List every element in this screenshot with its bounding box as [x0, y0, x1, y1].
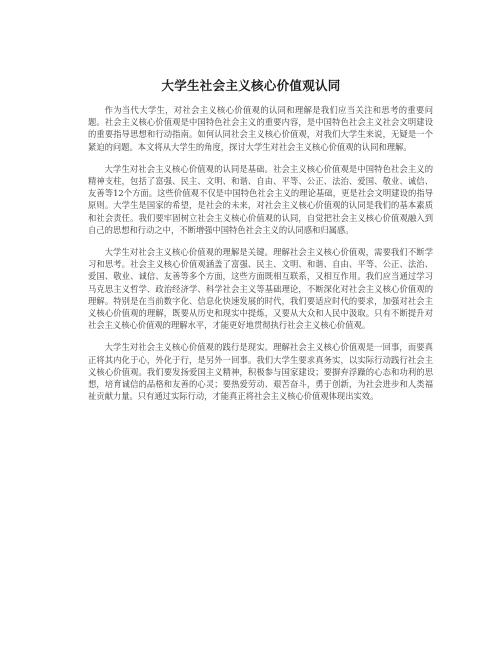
- paragraph-recognition: 大学生对社会主义核心价值观的认同是基础。社会主义核心价值观是中国特色社会主义的精神支柱，包括了富强、民主、文明、和谐、自由、平等、公正、法治、爱国、敬业、诚信、友善等12个方面。这些价值观不仅是中国特色社会主义的理论基础，更是社会文明建设的指导原则。大学生是国家的希望，是社会的未来，对社会主义核心价值观的认同是我们的基本素质和社会责任。我们要牢固树立社会主义核心价值观的认同，自觉把社会主义核心价值观融入到自己的思想和行动之中，不断增强中国特色社会主义的认同感和归属感。: [88, 163, 433, 235]
- document-body: [88, 104, 433, 412]
- paragraph-understanding: 大学生对社会主义核心价值观的理解是关键。理解社会主义核心价值观，需要我们不断学习和思考。社会主义核心价值观涵盖了富强、民主、文明、和谐、自由、平等、公正、法治、爱国、敬业、诚信、友善等多个方面，这些方面既相互联系，又相互作用。我们应当通过学习马克思主义哲学、政治经济学、科学社会主义等基础理论，不断深化对社会主义核心价值观的理解。特别是在当前数字化、信息化快速发展的时代，我们要适应时代的要求，加强对社会主义核心价值观的理解，既要从历史和现实中提炼，又要从大众和人民中汲取。只有不断提升对社会主义核心价值观的理解水平，才能更好地贯彻执行社会主义核心价值观。: [88, 247, 433, 331]
- document-title: 大学生社会主义核心价值观认同: [161, 78, 341, 93]
- paragraph-practice: 大学生对社会主义核心价值观的践行是现实。理解社会主义核心价值观是一回事，而要真正将其内化于心，外化于行，是另外一回事。我们大学生要求真务实，以实际行动践行社会主义核心价值观。我们要发扬爱国主义精神，积极参与国家建设；要摒弃浮躁的心态和功利的思想，培育诚信的品格和友善的心灵；要热爱劳动、艰苦奋斗，勇于创新，为社会进步和人类福祉贡献力量。只有通过实际行动，才能真正将社会主义核心价值观体现出实效。: [88, 342, 433, 402]
- paragraph-intro: 作为当代大学生，对社会主义核心价值观的认同和理解是我们应当关注和思考的重要问题。社会主义核心价值观是中国特色社会主义的重要内容，是中国特色社会主义社会文明建设的重要指导思想和行动指南。如何认同社会主义核心价值观，对我们大学生来说，无疑是一个紧迫的问题。本文将从大学生的角度，探讨大学生对社会主义核心价值观的认同和理解。: [88, 105, 433, 152]
